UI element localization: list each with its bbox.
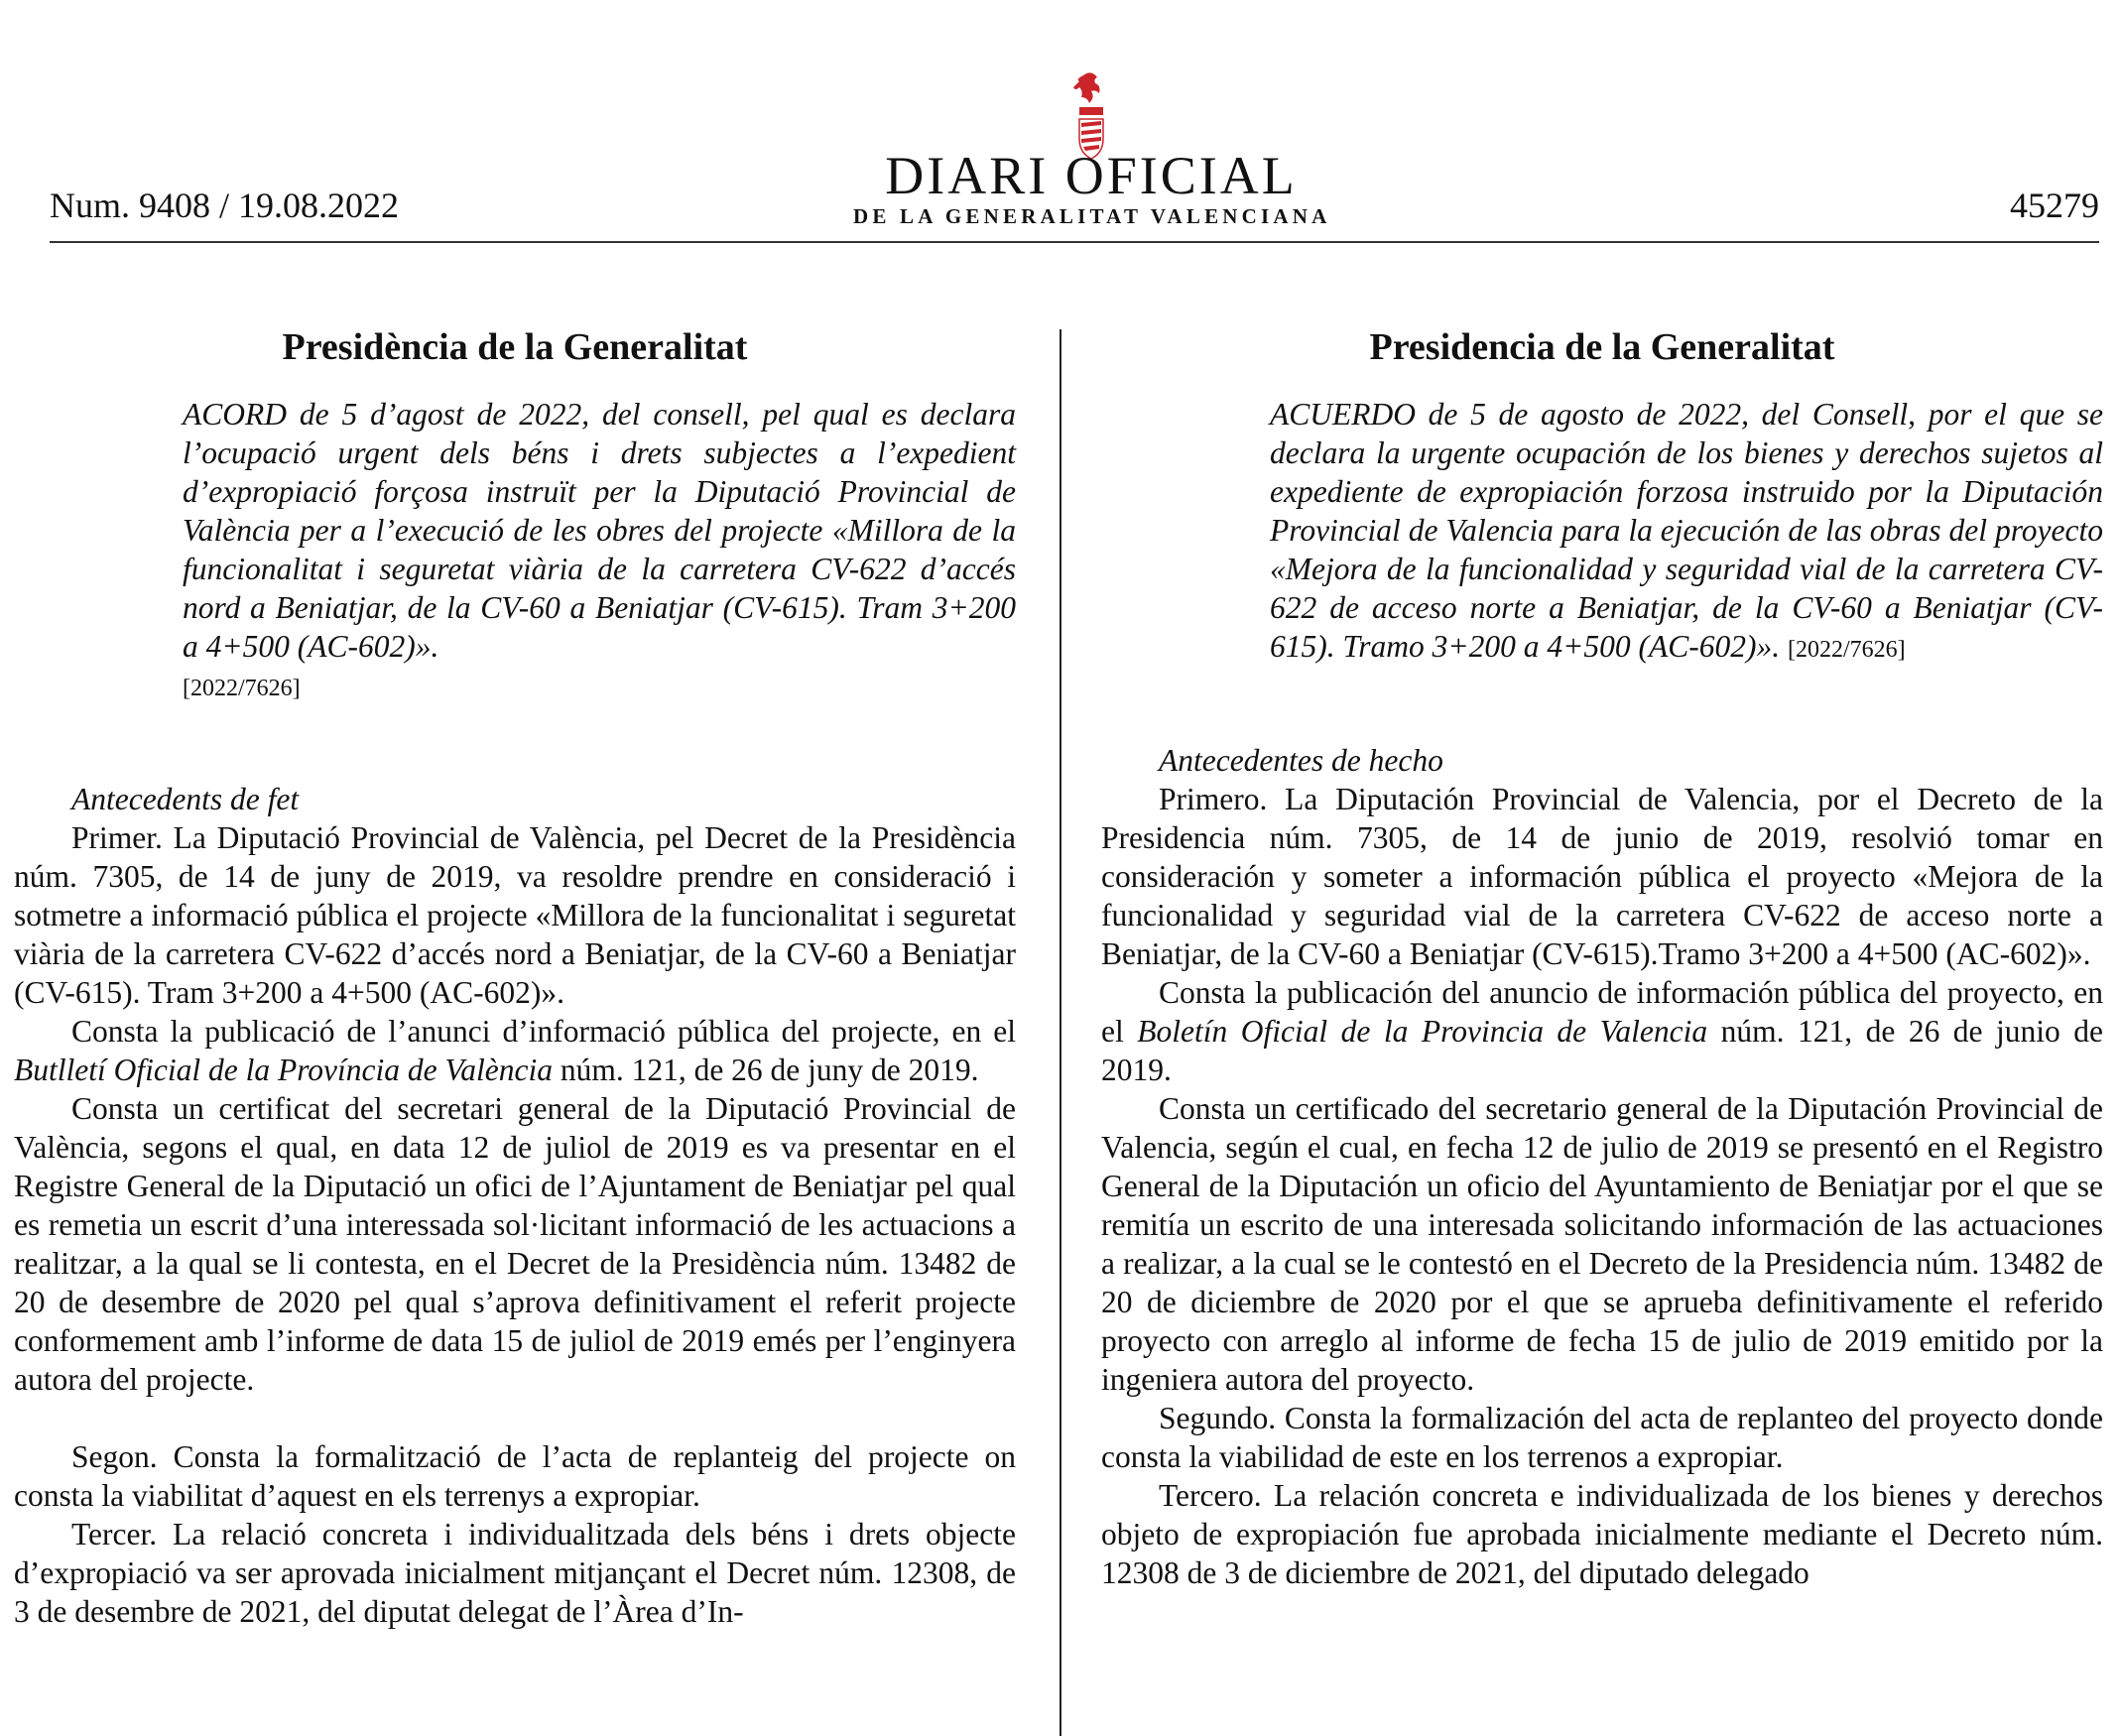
page-number: 45279 (2010, 186, 2099, 225)
summary (183, 395, 1016, 708)
subheading: Antecedents de fet (71, 782, 300, 816)
issue-number: Num. 9408 / 19.08.2022 (50, 186, 400, 225)
paragraph-3: Consta un certificado del secretario general de la Diputación Provincial de Valencia, según el cual, en fecha 12 de julio de 2019 se presentó en el Registro General de la Diputación un oficio del Ayuntamiento de Beniatjar por el que se remitía un escrito de una interesada solicitando información de las actuaciones a realizar, a la cual se le contestó en el Decreto de la Presidencia núm. 13482 de 20 de diciembre de 2020 por el que se aprueba definitivamente el referido proyecto con arreglo al informe de fecha 15 de julio de 2019 emitido por la ingeniera autora del proyecto. (1101, 1091, 2103, 1397)
summary (1270, 395, 2103, 670)
paragraph-3: Consta un certificat del secretari general de la Diputació Provincial de València, segons el qual, en data 12 de juliol de 2019 es va presentar en el Registre General de la Diputació un ofici de l’Ajuntament de Beniatjar pel qual es remetia un escrit d’una interessada sol·licitant informació de les actuacions a realitzar, a la qual se li contesta, en el Decret de la Presidència núm. 13482 de 20 de desembre de 2020 pel qual s’aprova definitivament el referit projecte conformement amb l’informe de data 15 de juliol de 2019 emés per l’enginyera autora del projecte. (14, 1091, 1016, 1397)
masthead-subtitle: DE LA GENERALITAT VALENCIANA (853, 204, 1331, 228)
publication-name: Boletín Oficial de la Provincia de Valencia (1137, 1014, 1708, 1049)
column-divider (1060, 329, 1061, 1736)
paragraph-5: Tercero. La relación concreta e individualizada de los bienes y derechos objeto de expropiación fue aprobada inicialmente mediante el Decreto núm. 12308 de 3 de diciembre de 2021, del diputado delegado (1101, 1478, 2103, 1590)
masthead-title: DIARI OFICIAL (885, 146, 1298, 205)
summary-text: ACUERDO de 5 de agosto de 2022, del Consell, por el que se declara la urgente ocupación de los bienes y derechos sujetos al expediente de expropiación forzosa instruido por la Diputación Provincial de Valencia para la ejecución de las obras del proyecto «Mejora de la funcionalidad y seguridad vial de la carretera CV-622 de acceso norte a Beniatjar, de la CV-60 a Beniatjar (CV-615). Tramo 3+200 a 4+500 (AC-602)». (1270, 397, 2103, 664)
subheading: Antecedentes de hecho (1159, 743, 1443, 778)
paragraph-1: Primer. La Diputació Provincial de València, pel Decret de la Presidència núm. 7305, de 14 de juny de 2019, va resoldre prendre en consideració i sotmetre a informació pública el projecte «Millora de la funcionalitat i seguretat viària de la carretera CV-622 d’accés nord a Beniatjar, de la CV-60 a Beniatjar (CV-615). Tram 3+200 a 4+500 (AC-602)». (14, 820, 1016, 1010)
section-title: Presidencia de la Generalitat (1369, 326, 1835, 368)
section-title: Presidència de la Generalitat (282, 326, 748, 368)
paragraph-1: Primero. La Diputación Provincial de Valencia, por el Decreto de la Presidencia núm. 7305, de 14 de junio de 2019, resolvió tomar en consideración y someter a información pública el proyecto «Mejora de la funcionalidad y seguridad vial de la carretera CV-622 de acceso norte a Beniatjar, de la CV-60 a Beniatjar (CV-615).Tramo 3+200 a 4+500 (AC-602)». (1101, 782, 2103, 971)
reference-code: [2022/7626] (183, 676, 301, 701)
summary-text: ACORD de 5 d’agost de 2022, del consell, pel qual es declara l’ocupació urgent dels béns i drets subjectes a l’expedient d’expropiació forçosa instruït per la Diputació Provincial de València per a l’execució de les obres del projecte «Millora de la funcionalitat i seguretat viària de la carretera CV-622 d’accés nord a Beniatjar, de la CV-60 a Beniatjar (CV-615). Tram 3+200 a 4+500 (AC-602)». (183, 397, 1016, 664)
paragraph-4: Segundo. Consta la formalización del acta de replanteo del proyecto donde consta la viabilidad de este en los terrenos a expropiar. (1101, 1401, 2103, 1474)
reference-code: [2022/7626] (1788, 637, 1906, 663)
paragraph-5: Tercer. La relació concreta i individualitzada dels béns i drets objecte d’expropiació va ser aprovada inicialment mitjançant el Decret núm. 12308, de 3 de desembre de 2021, del diputat delegat de l’Àrea d’In- (14, 1517, 1016, 1629)
masthead (853, 146, 1331, 229)
paragraph-2: Consta la publicació de l’anunci d’informació pública del projecte, en el Butlletí Oficial de la Província de València núm. 121, de 26 de juny de 2019. (14, 1014, 1016, 1087)
column-valencian (14, 317, 1016, 1631)
publication-name: Butlletí Oficial de la Província de València (14, 1053, 553, 1087)
paragraph-2: Consta la publicación del anuncio de información pública del proyecto, en el Boletín Oficial de la Provincia de Valencia núm. 121, de 26 de junio de 2019. (1101, 975, 2104, 1087)
header-rule (50, 241, 2099, 243)
column-spanish (1101, 317, 2103, 1592)
paragraph-4: Segon. Consta la formalització de l’acta de replanteig del projecte on consta la viabilitat d’aquest en els terrenys a expropiar. (14, 1439, 1016, 1513)
